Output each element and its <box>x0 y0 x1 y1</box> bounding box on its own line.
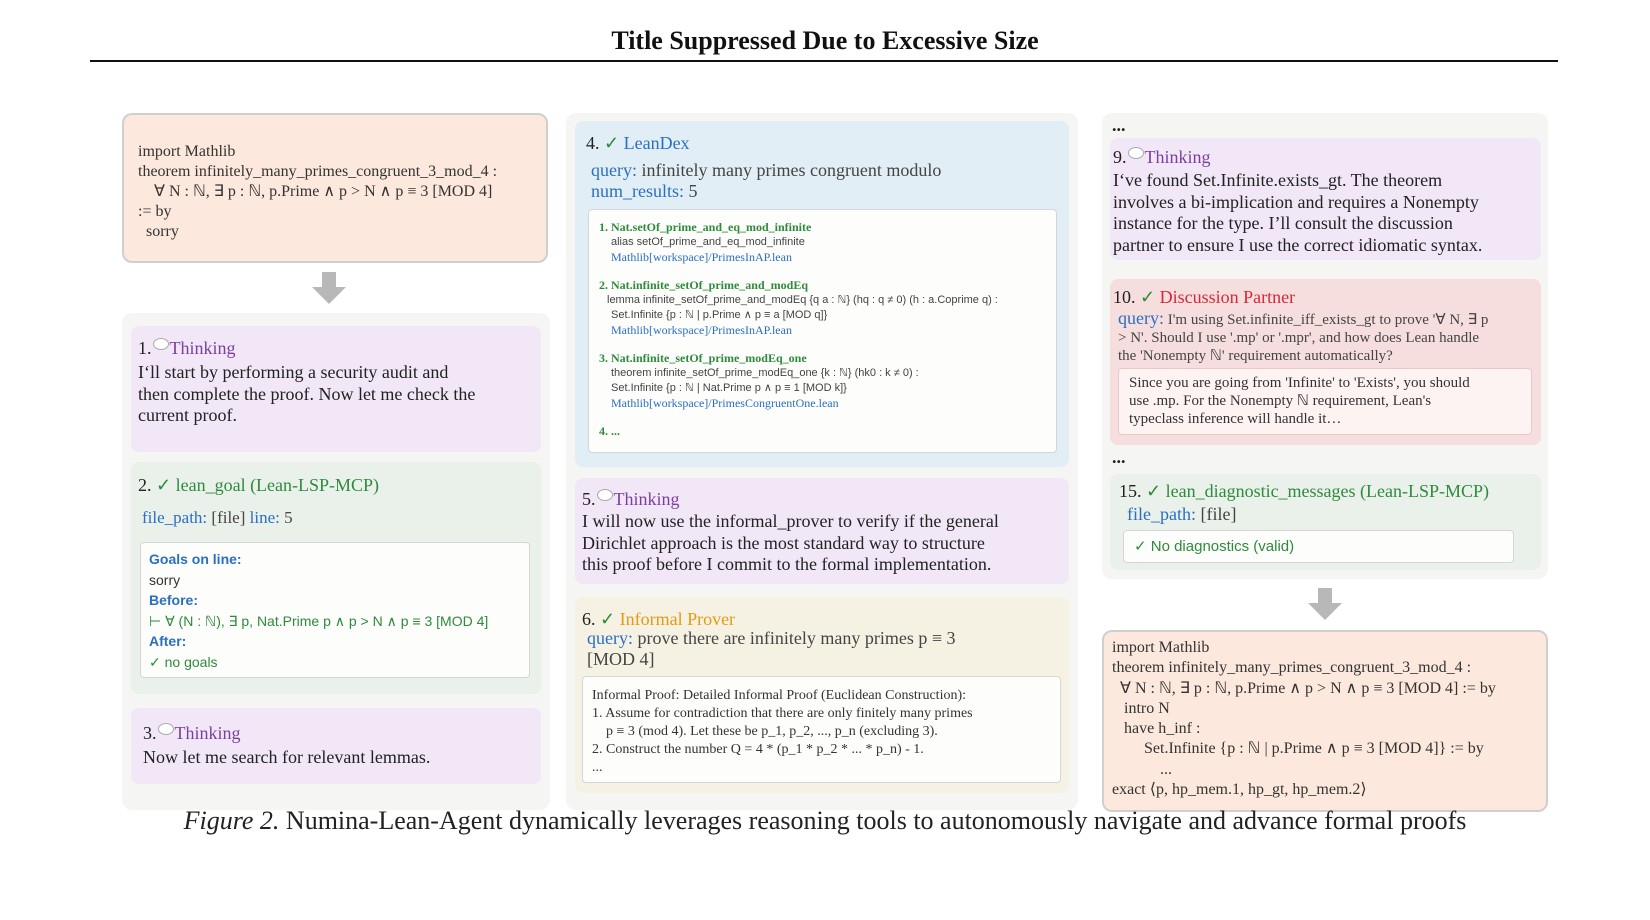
figure-caption <box>0 806 1650 836</box>
param-value: > N'. Should I use '.mp' or '.mpr', and how does Lean handle <box>1118 330 1480 346</box>
step-line: I will now use the informal_prover to verify if the general <box>582 511 999 531</box>
step-number: 5. <box>582 489 596 509</box>
caption-label: Figure 2. <box>183 806 280 835</box>
step-label: lean_goal (Lean-LSP-MCP) <box>175 475 380 495</box>
check-icon: ✓ <box>604 133 620 153</box>
goals-value: sorry <box>149 571 181 588</box>
code-line: ... <box>1112 760 1172 778</box>
step-9-thinking <box>1110 138 1541 260</box>
step-line: I‘ve found Set.Infinite.exists_gt. The theorem <box>1113 170 1443 190</box>
step-3-thinking <box>131 708 541 784</box>
page-title: Title Suppressed Due to Excessive Size <box>611 26 1039 55</box>
diagnostic-result: ✓ No diagnostics (valid) <box>1123 530 1514 563</box>
step-number: 15. <box>1119 481 1142 501</box>
result-line: theorem infinite_setOf_prime_modEq_one {k : ℕ} (hk0 : k ≠ 0) : <box>611 367 919 379</box>
step-label: Informal Prover <box>619 609 736 629</box>
result-name: 1. Nat.setOf_prime_and_eq_mod_infinite <box>599 220 812 234</box>
result-path-link[interactable]: Mathlib[workspace]/PrimesInAP.lean <box>611 323 792 337</box>
proof-line: Informal Proof: Detailed Informal Proof (Euclidean Construction): <box>592 688 967 703</box>
step-params <box>587 628 956 670</box>
step-label: Thinking <box>1144 147 1211 167</box>
step-label: Discussion Partner <box>1159 287 1296 307</box>
check-icon: ✓ <box>1146 481 1162 501</box>
step-number: 3. <box>143 723 157 743</box>
check-icon: ✓ <box>156 475 172 495</box>
param-value: [file] <box>1195 504 1237 524</box>
step-line: Dirichlet approach is the most standard way to structure <box>582 532 985 553</box>
leandex-results <box>588 209 1057 453</box>
param-key: query: <box>1118 308 1164 328</box>
result-line: lemma infinite_setOf_prime_and_modEq {q a : ℕ} (hq : q ≠ 0) (h : a.Coprime q) : <box>607 294 998 306</box>
step-line: involves a bi-implication and requires a Nonempty <box>1113 191 1479 212</box>
down-arrow-1 <box>312 272 346 306</box>
step-params <box>1118 309 1538 365</box>
step-6-informal-prover <box>575 597 1069 793</box>
informal-proof-result <box>582 676 1061 783</box>
proof-line: ... <box>592 760 603 775</box>
output-proof-box <box>1102 630 1548 812</box>
ellipsis: ... <box>1112 447 1126 467</box>
proof-line: p ≡ 3 (mod 4). Let these be p_1, p_2, ..., p_n (excluding 3). <box>592 724 938 739</box>
caption-text: Numina-Lean-Agent dynamically leverages reasoning tools to autonomously navigate and advance formal proofs <box>285 806 1467 835</box>
result-line: alias setOf_prime_and_eq_mod_infinite <box>611 236 805 248</box>
after-value: ✓ no goals <box>149 653 218 670</box>
result-path-link[interactable]: Mathlib[workspace]/PrimesInAP.lean <box>611 250 792 264</box>
code-line: theorem infinitely_many_primes_congruent_3_mod_4 : <box>1112 659 1472 677</box>
before-label: Before: <box>149 592 199 608</box>
param-value: 5 <box>279 508 293 527</box>
step-number: 10. <box>1113 287 1136 307</box>
step-number: 9. <box>1113 147 1127 167</box>
code-line: import Mathlib <box>138 143 236 160</box>
step-10-discussion-partner <box>1110 279 1541 445</box>
before-value: ⊢ ∀ (N : ℕ), ∃ p, Nat.Prime p ∧ p > N ∧ p ≡ 3 [MOD 4] <box>149 612 489 629</box>
param-value: I'm using Set.infinite_iff_exists_gt to prove '∀ N, ∃ p <box>1163 312 1489 328</box>
step-line: partner to ensure I use the correct idiomatic syntax. <box>1113 234 1483 255</box>
param-value: the 'Nonempty ℕ' requirement automatically? <box>1118 348 1393 364</box>
thought-bubble-icon <box>1128 147 1144 159</box>
code-line: := by <box>138 203 172 220</box>
ellipsis: ... <box>1112 115 1126 135</box>
param-value: prove there are infinitely many primes p ≡ 3 <box>632 628 956 648</box>
result-name: 2. Nat.infinite_setOf_prime_and_modEq <box>599 278 809 292</box>
output-code <box>1112 638 1538 800</box>
more-results: 4. ... <box>599 424 620 438</box>
step-line: instance for the type. I’ll consult the discussion <box>1113 213 1453 233</box>
proof-line: 1. Assume for contradiction that there are only finitely many primes <box>592 706 973 721</box>
step-2-lean-goal <box>131 462 541 694</box>
search-result <box>599 220 1048 265</box>
down-arrow-2 <box>1308 588 1342 622</box>
code-line: intro N <box>1112 699 1170 717</box>
thought-bubble-icon <box>153 338 169 350</box>
param-value: [file] <box>207 508 246 527</box>
answer-line: Since you are going from 'Infinite' to 'Exists', you should <box>1129 375 1470 391</box>
param-key: query: <box>587 628 633 648</box>
input-theorem-box <box>122 113 548 263</box>
code-line: import Mathlib <box>1112 639 1210 656</box>
title-rule <box>90 60 1558 62</box>
thought-bubble-icon <box>597 489 613 501</box>
step-params <box>591 160 941 202</box>
step-label: Thinking <box>613 489 680 509</box>
step-params <box>142 508 293 528</box>
code-line: ∀ N : ℕ, ∃ p : ℕ, p.Prime ∧ p > N ∧ p ≡ 3 [MOD 4] <box>138 183 493 200</box>
param-value: 5 <box>684 181 698 201</box>
param-key: line: <box>245 508 280 527</box>
param-value: [MOD 4] <box>587 649 655 669</box>
result-line: Set.Infinite {p : ℕ | p.Prime ∧ p ≡ a [MOD q]} <box>611 309 828 321</box>
step-line: then complete the proof. Now let me check the <box>138 383 476 404</box>
param-key: num_results: <box>591 181 684 201</box>
answer-line: typeclass inference will handle it… <box>1129 411 1342 427</box>
code-line: theorem infinitely_many_primes_congruent_3_mod_4 : <box>138 163 498 180</box>
param-key: file_path: <box>1127 504 1196 524</box>
search-result <box>599 351 1048 411</box>
lean-goal-result <box>140 542 530 678</box>
step-number: 1. <box>138 338 152 358</box>
result-path-link[interactable]: Mathlib[workspace]/PrimesCongruentOne.lean <box>611 396 839 410</box>
step-label: lean_diagnostic_messages (Lean-LSP-MCP) <box>1165 481 1490 501</box>
goals-label: Goals on line: <box>149 551 242 567</box>
step-15-diagnostics <box>1110 474 1541 570</box>
step-number: 2. <box>138 475 152 495</box>
step-body: Now let me search for relevant lemmas. <box>143 747 431 767</box>
check-icon: ✓ <box>600 609 616 629</box>
step-line: this proof before I commit to the formal implementation. <box>582 554 992 574</box>
param-value: infinitely many primes congruent modulo <box>636 160 942 180</box>
step-line: I‘ll start by performing a security audit and <box>138 362 449 382</box>
param-key: file_path: <box>142 508 208 527</box>
input-code <box>138 142 532 242</box>
step-number: 6. <box>582 609 596 629</box>
result-line: Set.Infinite {p : ℕ | Nat.Prime p ∧ p ≡ 1 [MOD k]} <box>611 382 847 394</box>
step-params <box>1127 504 1236 524</box>
after-label: After: <box>149 633 187 649</box>
step-4-leandex <box>575 121 1069 467</box>
step-label: Thinking <box>174 723 241 743</box>
search-result <box>599 278 1048 338</box>
answer-line: use .mp. For the Nonempty ℕ requirement, Lean's <box>1129 393 1432 409</box>
step-body <box>582 511 1068 576</box>
proof-line: 2. Construct the number Q = 4 * (p_1 * p_2 * ... * p_n) - 1. <box>592 742 924 757</box>
step-5-thinking <box>575 478 1069 584</box>
code-line: exact ⟨p, hp_mem.1, hp_gt, hp_mem.2⟩ <box>1112 781 1367 799</box>
discussion-answer <box>1118 368 1532 435</box>
step-label: LeanDex <box>623 133 690 153</box>
thought-bubble-icon <box>158 723 174 735</box>
param-key: query: <box>591 160 637 180</box>
check-icon: ✓ <box>1140 287 1156 307</box>
step-1-thinking <box>131 326 541 452</box>
result-name: 3. Nat.infinite_setOf_prime_modEq_one <box>599 351 807 365</box>
code-line: ∀ N : ℕ, ∃ p : ℕ, p.Prime ∧ p > N ∧ p ≡ 3 [MOD 4] := by <box>1112 679 1496 697</box>
step-body <box>138 362 538 427</box>
step-number: 4. <box>586 133 600 153</box>
code-line: have h_inf : <box>1112 720 1201 738</box>
step-body <box>1113 170 1541 256</box>
code-line: sorry <box>138 223 179 240</box>
step-line: current proof. <box>138 405 237 425</box>
code-line: Set.Infinite {p : ℕ | p.Prime ∧ p ≡ 3 [MOD 4]} := by <box>1112 740 1484 758</box>
step-label: Thinking <box>169 338 236 358</box>
